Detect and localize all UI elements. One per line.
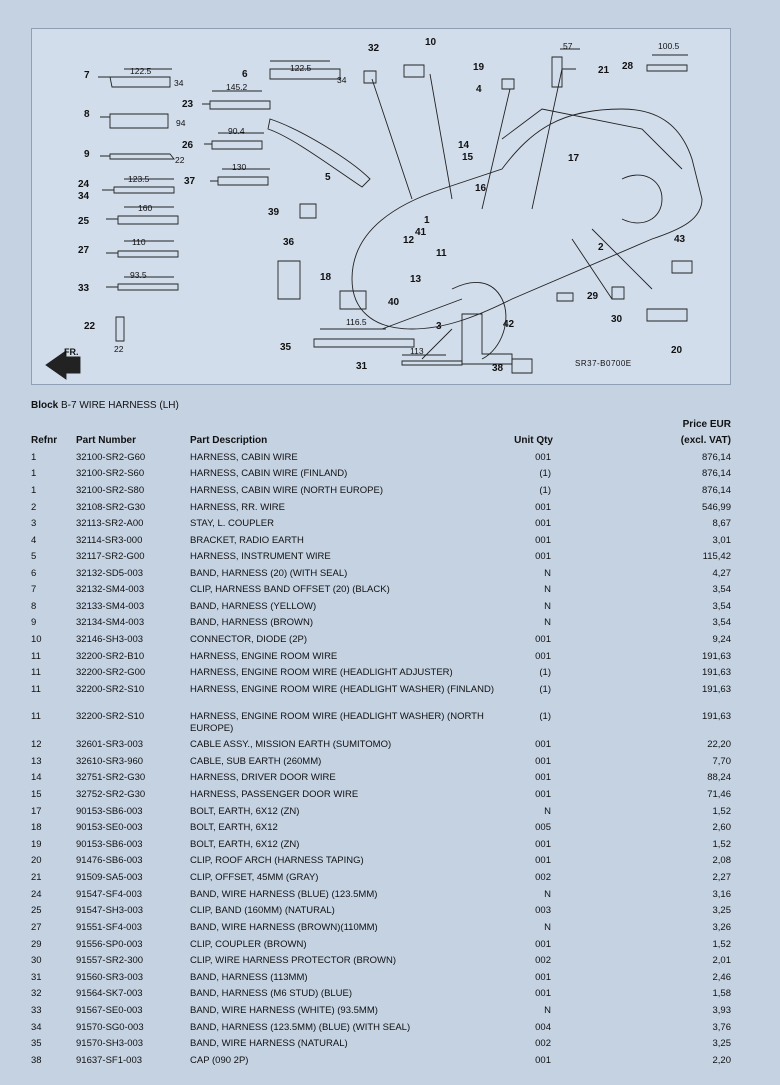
description-cell: CLIP, HARNESS BAND OFFSET (20) (BLACK) <box>190 584 390 595</box>
callout-8: 8 <box>84 109 90 120</box>
part-number-cell: 91476-SB6-003 <box>76 855 143 866</box>
callout-29: 29 <box>587 291 599 302</box>
part-number-cell: 32200-SR2-S10 <box>76 684 145 695</box>
callout-41: 41 <box>415 227 427 238</box>
price-cell: 1,52 <box>712 939 731 950</box>
qty-cell: 001 <box>535 739 551 750</box>
part-number-cell: 32200-SR2-G00 <box>76 667 146 678</box>
callout-38: 38 <box>492 363 504 374</box>
price-cell: 3,76 <box>712 1022 731 1033</box>
dim-label: 22 <box>114 344 124 354</box>
callout-40: 40 <box>388 297 400 308</box>
dim-label: 160 <box>138 203 153 213</box>
qty-cell: 001 <box>535 651 551 662</box>
refnr-cell: 5 <box>31 551 37 562</box>
callout-36: 36 <box>283 237 295 248</box>
description-cell: BAND, WIRE HARNESS (WHITE) (93.5MM) <box>190 1005 378 1016</box>
callout-4: 4 <box>476 84 482 95</box>
price-cell: 8,67 <box>712 518 731 529</box>
callout-27: 27 <box>78 245 90 256</box>
price-cell: 3,54 <box>712 584 731 595</box>
price-cell: 191,63 <box>701 684 731 695</box>
price-cell: 191,63 <box>701 711 731 722</box>
part-number-cell: 91564-SK7-003 <box>76 988 143 999</box>
callout-5: 5 <box>325 172 331 183</box>
qty-cell: N <box>544 922 551 933</box>
qty-cell: 001 <box>535 452 551 463</box>
callout-32: 32 <box>368 43 380 54</box>
callout-15: 15 <box>462 152 474 163</box>
dim-label: 100.5 <box>658 41 680 51</box>
qty-cell: N <box>544 601 551 612</box>
qty-cell: 004 <box>535 1022 551 1033</box>
description-cell: HARNESS, ENGINE ROOM WIRE (HEADLIGHT ADJUSTER) <box>190 667 453 678</box>
refnr-cell: 32 <box>31 988 42 999</box>
part-number-cell: 32200-SR2-B10 <box>76 651 145 662</box>
callout-13: 13 <box>410 274 422 285</box>
part-number-cell: 91556-SP0-003 <box>76 939 143 950</box>
qty-cell: 001 <box>535 772 551 783</box>
refnr-cell: 11 <box>31 651 41 662</box>
dim-label: 113 <box>410 346 424 356</box>
callout-31: 31 <box>356 361 368 372</box>
refnr-cell: 6 <box>31 568 37 579</box>
part-number-cell: 90153-SB6-003 <box>76 806 143 817</box>
qty-cell: 005 <box>535 822 551 833</box>
qty-cell: N <box>544 584 551 595</box>
callout-28: 28 <box>622 61 634 72</box>
part-number-cell: 91570-SG0-003 <box>76 1022 144 1033</box>
callout-2: 2 <box>598 242 604 253</box>
refnr-cell: 18 <box>31 822 42 833</box>
description-cell: BAND, HARNESS (123.5MM) (BLUE) (WITH SEAL) <box>190 1022 411 1033</box>
callout-17: 17 <box>568 153 580 164</box>
description-cell: BAND, HARNESS (20) (WITH SEAL) <box>190 568 348 579</box>
part-number-cell: 32108-SR2-G30 <box>76 502 146 513</box>
price-cell: 546,99 <box>701 502 731 513</box>
parts-diagram <box>31 28 731 385</box>
callout-37: 37 <box>184 176 196 187</box>
price-cell: 3,54 <box>712 601 731 612</box>
part-number-cell: 32100-SR2-S60 <box>76 468 145 479</box>
price-cell: 2,60 <box>712 822 731 833</box>
description-cell: CONNECTOR, DIODE (2P) <box>190 634 308 645</box>
callout-11: 11 <box>436 248 447 259</box>
price-cell: 2,20 <box>712 1055 731 1066</box>
description-cell: CABLE, SUB EARTH (260MM) <box>190 756 322 767</box>
qty-cell: 002 <box>535 955 551 966</box>
refnr-cell: 17 <box>31 806 42 817</box>
qty-cell: 002 <box>535 1038 551 1049</box>
description-cell: CLIP, BAND (160MM) (NATURAL) <box>190 905 335 916</box>
qty-cell: (1) <box>539 667 551 678</box>
part-number-cell: 91560-SR3-003 <box>76 972 144 983</box>
description-cell: BAND, HARNESS (M6 STUD) (BLUE) <box>190 988 353 999</box>
price-cell: 3,25 <box>712 905 731 916</box>
callout-14: 14 <box>458 140 470 151</box>
callout-23: 23 <box>182 99 194 110</box>
dim-label: 145.2 <box>226 82 248 92</box>
dim-label: 22 <box>175 155 185 165</box>
refnr-cell: 20 <box>31 855 42 866</box>
refnr-cell: 31 <box>31 972 42 983</box>
description-cell: BRACKET, RADIO EARTH <box>190 535 304 546</box>
description-cell: CLIP, WIRE HARNESS PROTECTOR (BROWN) <box>190 955 397 966</box>
qty-cell: N <box>544 889 551 900</box>
dim-label: 122.5 <box>290 63 312 73</box>
price-cell: 2,27 <box>712 872 731 883</box>
qty-cell: (1) <box>539 485 551 496</box>
callout-20: 20 <box>671 345 683 356</box>
part-number-cell: 90153-SB6-003 <box>76 839 143 850</box>
qty-cell: 001 <box>535 1055 551 1066</box>
part-number-cell: 91547-SF4-003 <box>76 889 143 900</box>
description-cell: BOLT, EARTH, 6X12 <box>190 822 278 833</box>
callout-34: 34 <box>78 191 90 202</box>
dim-label: 130 <box>232 162 247 172</box>
qty-cell: 001 <box>535 839 551 850</box>
refnr-cell: 30 <box>31 955 42 966</box>
price-cell: 191,63 <box>701 651 731 662</box>
part-number-cell: 91551-SF4-003 <box>76 922 143 933</box>
refnr-cell: 34 <box>31 1022 42 1033</box>
qty-cell: (1) <box>539 468 551 479</box>
qty-cell: 001 <box>535 855 551 866</box>
callout-6: 6 <box>242 69 248 80</box>
part-number-cell: 32117-SR2-G00 <box>76 551 145 562</box>
price-cell: 3,93 <box>712 1005 731 1016</box>
callout-12: 12 <box>403 235 415 246</box>
part-number-cell: 32134-SM4-003 <box>76 617 145 628</box>
part-number-cell: 32132-SM4-003 <box>76 584 145 595</box>
part-number-cell: 91509-SA5-003 <box>76 872 143 883</box>
refnr-cell: 8 <box>31 601 37 612</box>
col-header-refnr: Refnr <box>31 435 58 446</box>
callout-10: 10 <box>425 37 437 48</box>
part-number-cell: 91567-SE0-003 <box>76 1005 143 1016</box>
description-cell: HARNESS, ENGINE ROOM WIRE (HEADLIGHT WASHER) (FINLAND) <box>190 684 495 695</box>
description-cell: BAND, WIRE HARNESS (BLUE) (123.5MM) <box>190 889 378 900</box>
callout-24: 24 <box>78 179 90 190</box>
description-cell: STAY, L. COUPLER <box>190 518 274 529</box>
dim-label: 123.5 <box>128 174 150 184</box>
refnr-cell: 11 <box>31 684 41 695</box>
callout-33: 33 <box>78 283 90 294</box>
callout-26: 26 <box>182 140 194 151</box>
part-number-cell: 32610-SR3-960 <box>76 756 144 767</box>
refnr-cell: 12 <box>31 739 42 750</box>
description-cell: HARNESS, CABIN WIRE (FINLAND) <box>190 468 348 479</box>
qty-cell: 001 <box>535 756 551 767</box>
description-cell: HARNESS, ENGINE ROOM WIRE (HEADLIGHT WASHER) (NORTH EUROPE) <box>190 711 484 734</box>
refnr-cell: 1 <box>31 468 37 479</box>
qty-cell: 001 <box>535 634 551 645</box>
description-cell: CLIP, ROOF ARCH (HARNESS TAPING) <box>190 855 364 866</box>
description-cell: BAND, HARNESS (YELLOW) <box>190 601 317 612</box>
refnr-cell: 7 <box>31 584 37 595</box>
qty-cell: (1) <box>539 684 551 695</box>
refnr-cell: 11 <box>31 711 41 722</box>
callout-21: 21 <box>598 65 610 76</box>
refnr-cell: 14 <box>31 772 42 783</box>
price-cell: 9,24 <box>712 634 731 645</box>
qty-cell: 001 <box>535 789 551 800</box>
dim-label: 57 <box>563 41 573 51</box>
description-cell: BOLT, EARTH, 6X12 (ZN) <box>190 839 300 850</box>
description-cell: HARNESS, INSTRUMENT WIRE <box>190 551 331 562</box>
block-title <box>31 400 179 411</box>
qty-cell: 001 <box>535 502 551 513</box>
dim-label: 122.5 <box>130 66 152 76</box>
refnr-cell: 2 <box>31 502 37 513</box>
callout-7: 7 <box>84 70 90 81</box>
callout-22: 22 <box>84 321 96 332</box>
price-cell: 2,46 <box>712 972 731 983</box>
part-number-cell: 32133-SM4-003 <box>76 601 145 612</box>
diagram-code: SR37-B0700E <box>575 359 632 368</box>
price-cell: 71,46 <box>707 789 731 800</box>
price-cell: 3,54 <box>712 617 731 628</box>
description-cell: BOLT, EARTH, 6X12 (ZN) <box>190 806 300 817</box>
col-header-price-note: (excl. VAT) <box>680 435 731 446</box>
col-header-qty: Unit Qty <box>514 435 553 446</box>
callout-39: 39 <box>268 207 280 218</box>
description-cell: CAP (090 2P) <box>190 1055 249 1066</box>
qty-cell: 001 <box>535 551 551 562</box>
description-cell: CABLE ASSY., MISSION EARTH (SUMITOMO) <box>190 739 392 750</box>
price-cell: 3,26 <box>712 922 731 933</box>
refnr-cell: 4 <box>31 535 37 546</box>
callout-1: 1 <box>424 215 430 226</box>
callout-25: 25 <box>78 216 90 227</box>
part-number-cell: 90153-SE0-003 <box>76 822 143 833</box>
diagram-drawing <box>32 29 732 386</box>
callout-16: 16 <box>475 183 487 194</box>
refnr-cell: 38 <box>31 1055 42 1066</box>
part-number-cell: 32200-SR2-S10 <box>76 711 145 722</box>
part-number-cell: 91637-SF1-003 <box>76 1055 143 1066</box>
qty-cell: (1) <box>539 711 551 722</box>
price-cell: 22,20 <box>707 739 731 750</box>
part-number-cell: 32100-SR2-G60 <box>76 452 146 463</box>
description-cell: HARNESS, DRIVER DOOR WIRE <box>190 772 336 783</box>
refnr-cell: 11 <box>31 667 41 678</box>
part-number-cell: 91547-SH3-003 <box>76 905 144 916</box>
refnr-cell: 21 <box>31 872 42 883</box>
price-cell: 2,08 <box>712 855 731 866</box>
price-cell: 3,16 <box>712 889 731 900</box>
qty-cell: N <box>544 806 551 817</box>
refnr-cell: 15 <box>31 789 42 800</box>
refnr-cell: 3 <box>31 518 37 529</box>
dim-label: 94 <box>176 118 186 128</box>
dim-label: 90.4 <box>228 126 245 136</box>
part-number-cell: 32114-SR3-000 <box>76 535 143 546</box>
refnr-cell: 29 <box>31 939 42 950</box>
price-cell: 3,01 <box>712 535 731 546</box>
description-cell: HARNESS, PASSENGER DOOR WIRE <box>190 789 359 800</box>
price-cell: 1,58 <box>712 988 731 999</box>
qty-cell: N <box>544 1005 551 1016</box>
callout-30: 30 <box>611 314 623 325</box>
price-cell: 876,14 <box>701 452 731 463</box>
part-number-cell: 91557-SR2-300 <box>76 955 144 966</box>
refnr-cell: 13 <box>31 756 42 767</box>
description-cell: HARNESS, CABIN WIRE <box>190 452 298 463</box>
dim-label: 34 <box>337 75 347 85</box>
dim-label: 34 <box>174 78 184 88</box>
price-cell: 876,14 <box>701 468 731 479</box>
dim-label: 110 <box>132 237 146 247</box>
callout-35: 35 <box>280 342 292 353</box>
price-cell: 191,63 <box>701 667 731 678</box>
description-cell: HARNESS, CABIN WIRE (NORTH EUROPE) <box>190 485 384 496</box>
qty-cell: 001 <box>535 518 551 529</box>
callout-3: 3 <box>436 321 442 332</box>
part-number-cell: 32601-SR3-003 <box>76 739 144 750</box>
qty-cell: N <box>544 617 551 628</box>
col-header-price: Price EUR <box>682 419 731 430</box>
refnr-cell: 24 <box>31 889 42 900</box>
block-name: B-7 WIRE HARNESS (LH) <box>61 400 179 411</box>
qty-cell: 001 <box>535 972 551 983</box>
refnr-cell: 27 <box>31 922 42 933</box>
description-cell: BAND, HARNESS (113MM) <box>190 972 308 983</box>
refnr-cell: 9 <box>31 617 37 628</box>
qty-cell: N <box>544 568 551 579</box>
description-cell: CLIP, OFFSET, 45MM (GRAY) <box>190 872 319 883</box>
price-cell: 1,52 <box>712 839 731 850</box>
qty-cell: 001 <box>535 535 551 546</box>
price-cell: 1,52 <box>712 806 731 817</box>
qty-cell: 003 <box>535 905 551 916</box>
price-cell: 88,24 <box>707 772 731 783</box>
description-cell: HARNESS, RR. WIRE <box>190 502 286 513</box>
fr-label: FR. <box>64 347 79 357</box>
refnr-cell: 33 <box>31 1005 42 1016</box>
price-cell: 7,70 <box>712 756 731 767</box>
description-cell: CLIP, COUPLER (BROWN) <box>190 939 307 950</box>
qty-cell: 001 <box>535 939 551 950</box>
dim-label: 116.5 <box>346 317 367 327</box>
dim-label: 93.5 <box>130 270 147 280</box>
part-number-cell: 32146-SH3-003 <box>76 634 144 645</box>
price-cell: 115,42 <box>702 551 731 562</box>
description-cell: HARNESS, ENGINE ROOM WIRE <box>190 651 338 662</box>
col-header-description: Part Description <box>190 435 268 446</box>
description-cell: BAND, WIRE HARNESS (BROWN)(110MM) <box>190 922 378 933</box>
price-cell: 4,27 <box>712 568 731 579</box>
part-number-cell: 32113-SR2-A00 <box>76 518 144 529</box>
part-number-cell: 32751-SR2-G30 <box>76 772 146 783</box>
qty-cell: 002 <box>535 872 551 883</box>
part-number-cell: 32100-SR2-S80 <box>76 485 145 496</box>
refnr-cell: 10 <box>31 634 42 645</box>
qty-cell: 001 <box>535 988 551 999</box>
part-number-cell: 91570-SH3-003 <box>76 1038 144 1049</box>
part-number-cell: 32752-SR2-G30 <box>76 789 146 800</box>
block-label: Block <box>31 400 59 411</box>
price-cell: 2,01 <box>712 955 731 966</box>
refnr-cell: 25 <box>31 905 42 916</box>
price-cell: 3,25 <box>712 1038 731 1049</box>
callout-9: 9 <box>84 149 90 160</box>
refnr-cell: 35 <box>31 1038 42 1049</box>
callout-43: 43 <box>674 234 686 245</box>
description-cell: BAND, WIRE HARNESS (NATURAL) <box>190 1038 348 1049</box>
callout-18: 18 <box>320 272 332 283</box>
description-cell: BAND, HARNESS (BROWN) <box>190 617 313 628</box>
price-cell: 876,14 <box>701 485 731 496</box>
callout-42: 42 <box>503 319 515 330</box>
refnr-cell: 19 <box>31 839 42 850</box>
callout-19: 19 <box>473 62 485 73</box>
col-header-part-number: Part Number <box>76 435 137 446</box>
part-number-cell: 32132-SD5-003 <box>76 568 144 579</box>
refnr-cell: 1 <box>31 485 37 496</box>
refnr-cell: 1 <box>31 452 37 463</box>
